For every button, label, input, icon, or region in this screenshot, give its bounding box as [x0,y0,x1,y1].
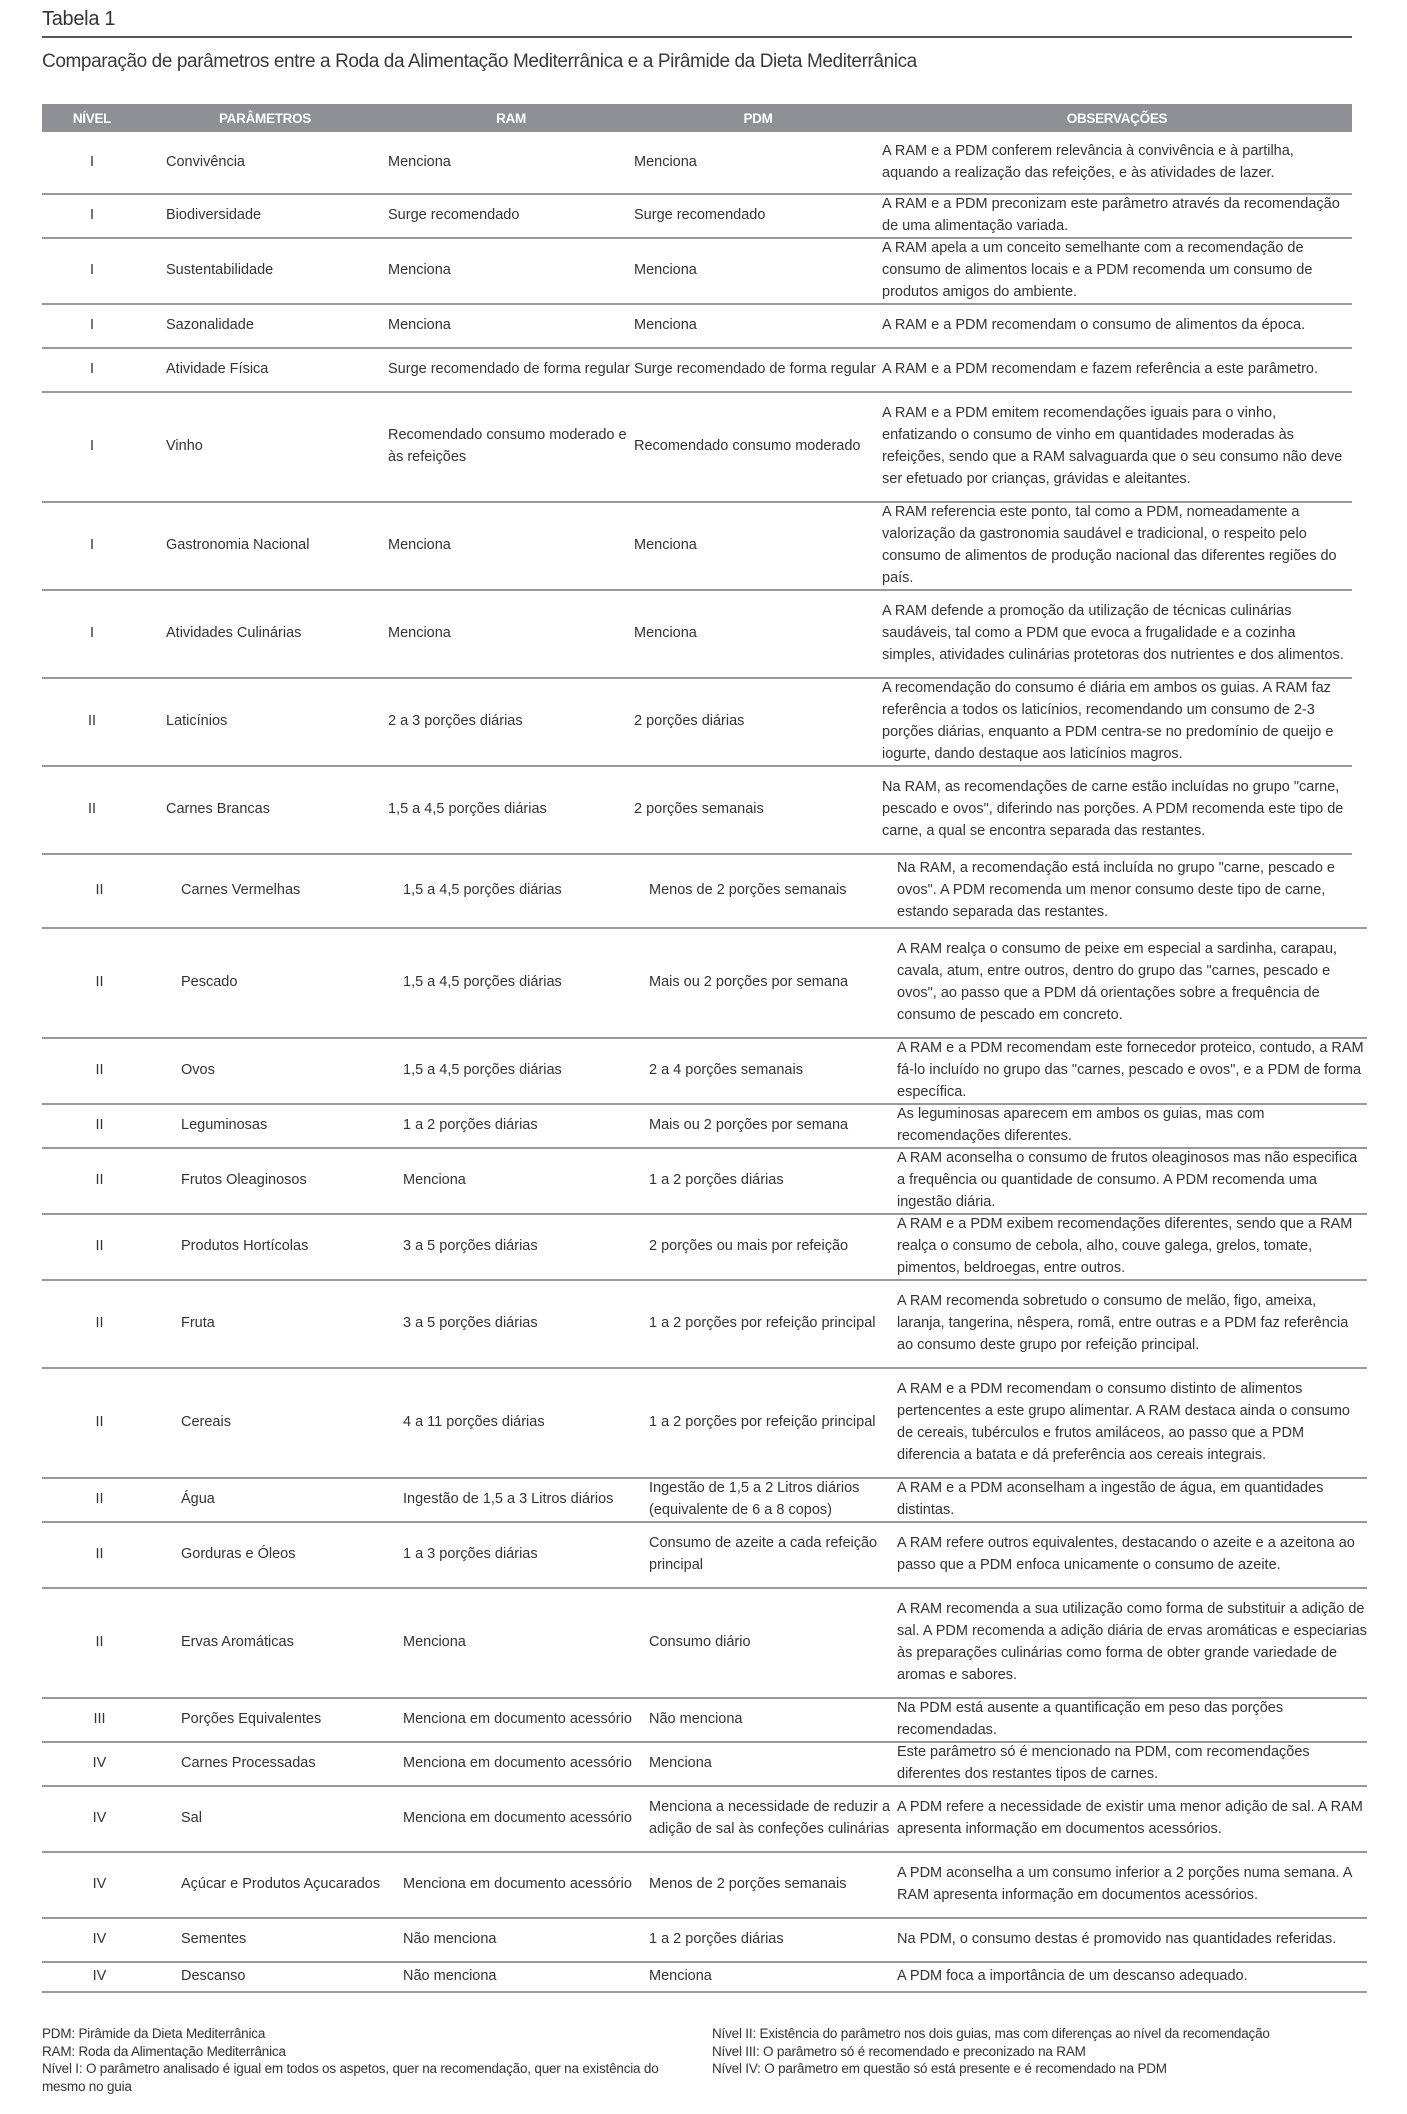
footnotes-right [712,2025,1352,2095]
cell-nivel: IV [92,1931,107,1948]
col-header-nivel: NÍVEL [72,110,112,126]
cell-parametro: Descanso [181,1968,246,1985]
cell-ram: Ingestão de 1,5 a 3 Litros diários [403,1491,614,1508]
cell-parametro: Frutos Oleaginosos [181,1172,307,1189]
cell-parametro: Atividade Física [166,361,269,378]
cell-observacoes: Na PDM, o consumo destas é promovido nas quantidades referidas. [897,1931,1337,1948]
cell-parametro: Vinho [166,438,203,455]
cell-ram: 1 a 2 porções diárias [403,1117,538,1134]
table-row [42,1149,1367,1215]
cell-ram: 3 a 5 porções diárias [403,1238,538,1255]
cell-ram: Menciona [388,317,451,334]
table-row [42,305,1352,349]
cell-pdm: Menciona [634,625,697,642]
cell-pdm: Menciona [634,317,697,334]
table-row [42,1963,1367,1993]
cell-ram: Surge recomendado de forma regular [388,361,630,378]
cell-observacoes: Na RAM, a recomendação está incluída no grupo "carne, pescado e ovos". A PDM recomenda um menor consumo deste tipo de carne, estando separada das restantes. [897,860,1335,920]
cell-nivel: II [87,713,97,730]
footnote-ram: RAM: Roda da Alimentação Mediterrânica [42,2043,286,2059]
cell-ram: Menciona [388,262,451,279]
cell-nivel: II [95,1117,104,1134]
cell-ram: 1,5 a 4,5 porções diárias [403,882,562,899]
cell-nivel: I [89,438,95,455]
cell-ram: 4 a 11 porções diárias [403,1414,545,1431]
cell-observacoes: A PDM refere a necessidade de existir uma menor adição de sal. A RAM apresenta informação em documentos acessórios. [897,1799,1363,1837]
cell-nivel: II [95,1491,104,1508]
cell-parametro: Carnes Brancas [166,801,270,818]
table-row [42,503,1352,591]
cell-observacoes: A RAM e a PDM exibem recomendações diferentes, sendo que a RAM realça o consumo de cebola, alho, couve galega, grelos, tomate, pimentos, beldroegas, entre outros. [897,1216,1353,1276]
table-row [42,1479,1367,1523]
col-header-parametros: PARÂMETROS [218,110,311,126]
cell-parametro: Laticínios [166,713,228,730]
cell-pdm: 2 porções semanais [634,801,764,818]
cell-nivel: I [89,537,95,554]
cell-parametro: Fruta [181,1315,215,1332]
cell-observacoes: A RAM refere outros equivalentes, destacando o azeite e a azeitona ao passo que a PDM enfoca unicamente o consumo de azeite. [897,1535,1355,1573]
cell-observacoes: A RAM e a PDM aconselham a ingestão de água, em quantidades distintas. [897,1480,1324,1518]
cell-parametro: Sustentabilidade [166,262,274,279]
cell-observacoes: A RAM e a PDM recomendam este fornecedor proteico, contudo, a RAM fá-lo incluído no grupo das "carnes, pescado e ovos", e a PDM de forma específica. [897,1040,1364,1100]
cell-ram: 3 a 5 porções diárias [403,1315,538,1332]
title-rule [42,36,1352,38]
cell-ram: Recomendado consumo moderado e às refeições [388,427,627,465]
comparison-table [42,104,1367,1993]
cell-nivel: II [95,974,104,991]
cell-pdm: Mais ou 2 porções por semana [649,1117,849,1134]
footnotes [42,2025,1352,2095]
cell-ram: Menciona em documento acessório [403,1810,632,1827]
cell-observacoes: As leguminosas aparecem em ambos os guias, mas com recomendações diferentes. [897,1106,1265,1144]
cell-observacoes: A RAM defende a promoção da utilização de técnicas culinárias saudáveis, tal como a PDM que evoca a frugalidade e a cozinha simples, atividades culinárias protetoras dos nutrientes e dos alimentos. [882,603,1344,663]
table-body [42,132,1367,1993]
cell-parametro: Açúcar e Produtos Açucarados [181,1876,381,1893]
cell-pdm: 1 a 2 porções diárias [649,1172,784,1189]
cell-observacoes: A RAM recomenda a sua utilização como forma de substituir a adição de sal. A PDM recomenda a adição diária de ervas aromáticas e especiarias às preparações culinárias como forma de obter grande variedade de aromas e sabores. [897,1601,1367,1683]
table-row [42,1523,1367,1589]
table-row [42,393,1352,503]
cell-parametro: Sementes [181,1931,247,1948]
cell-pdm: Recomendado consumo moderado [634,438,861,455]
cell-parametro: Pescado [181,974,238,991]
col-header-ram: RAM [496,110,526,126]
cell-observacoes: A recomendação do consumo é diária em ambos os guias. A RAM faz referência a todos os laticínios, recomendando um consumo de 2-3 porções diárias, enquanto a PDM centra-se no predomínio de queijo e iogurte, dando destaque aos laticínios magros. [882,680,1334,762]
cell-ram: 1,5 a 4,5 porções diárias [388,801,547,818]
cell-observacoes: Na PDM está ausente a quantificação em peso das porções recomendadas. [897,1700,1284,1738]
cell-pdm: Menos de 2 porções semanais [649,1876,847,1893]
cell-ram: Menciona [388,537,451,554]
cell-observacoes: A RAM e a PDM recomendam o consumo distinto de alimentos pertencentes a este grupo alimentar. A RAM destaca ainda o consumo de cereais, tubérculos e frutos amiláceos, ao passo que a PDM diferencia a batata e dá preferência aos cereais integrais. [897,1381,1350,1463]
cell-parametro: Carnes Processadas [181,1755,316,1772]
cell-observacoes: Na RAM, as recomendações de carne estão incluídas no grupo "carne, pescado e ovos", diferindo nas porções. A PDM recomenda este tipo de carne, a qual se encontra separada das restantes. [882,779,1344,839]
cell-pdm: Menciona [649,1755,712,1772]
cell-parametro: Ovos [181,1062,215,1079]
cell-nivel: IV [92,1810,107,1827]
cell-ram: Menciona [388,153,451,170]
cell-observacoes: A RAM e a PDM recomendam e fazem referência a este parâmetro. [882,361,1318,378]
cell-ram: 1,5 a 4,5 porções diárias [403,974,562,991]
footnotes-left [42,2025,712,2095]
cell-pdm: 2 porções ou mais por refeição [649,1238,849,1255]
footnote-nivel-2: Nível II: Existência do parâmetro nos dois guias, mas com diferenças ao nível da recomendação [712,2026,1270,2041]
cell-ram: Não menciona [403,1931,497,1948]
cell-nivel: III [93,1711,106,1728]
cell-observacoes: A RAM e a PDM preconizam este parâmetro através da recomendação de uma alimentação variada. [882,196,1340,234]
cell-nivel: II [95,1172,104,1189]
cell-pdm: Consumo de azeite a cada refeição principal [649,1535,878,1573]
cell-nivel: I [89,262,95,279]
table-row [42,195,1352,239]
cell-nivel: I [89,207,95,224]
cell-parametro: Carnes Vermelhas [181,882,301,899]
cell-parametro: Ervas Aromáticas [181,1634,294,1651]
table-row [42,1281,1367,1369]
cell-nivel: II [87,801,97,818]
cell-parametro: Gastronomia Nacional [166,537,310,554]
cell-parametro: Porções Equivalentes [181,1711,322,1728]
cell-pdm: Menciona [634,537,697,554]
cell-parametro: Convivência [166,153,245,170]
cell-nivel: II [95,882,104,899]
table-row [42,1039,1367,1105]
cell-observacoes: A RAM realça o consumo de peixe em especial a sardinha, carapau, cavala, atum, entre outros, dentro do grupo das "carnes, pescado e ovos", ao passo que a PDM dá orientações sobre a frequência de consumo de pescado em concreto. [897,941,1338,1023]
cell-parametro: Sal [181,1810,202,1827]
cell-ram: 1 a 3 porções diárias [403,1546,538,1563]
cell-pdm: Menciona [634,153,697,170]
cell-observacoes: A RAM referencia este ponto, tal como a PDM, nomeadamente a valorização da gastronomia saudável e tradicional, o respeito pelo consumo de alimentos de produção nacional das diferentes regiões do país. [882,504,1337,586]
cell-observacoes: A RAM e a PDM conferem relevância à convivência e à partilha, aquando a realização das refeições, e às atividades de lazer. [882,142,1294,181]
cell-pdm: Surge recomendado [634,207,766,224]
footnote-nivel-3: Nível III: O parâmetro só é recomendado e preconizado na RAM [712,2043,1086,2059]
table-row [42,349,1352,393]
footnote-pdm: PDM: Pirâmide da Dieta Mediterrânica [42,2026,266,2041]
table-row [42,1699,1367,1743]
cell-pdm: Menciona [634,262,697,279]
table-row [42,1853,1367,1919]
table-row [42,1369,1367,1479]
table-row [42,1589,1367,1699]
cell-parametro: Produtos Hortícolas [181,1238,309,1255]
table-row [42,929,1367,1039]
cell-pdm: Consumo diário [649,1634,751,1651]
cell-pdm: Mais ou 2 porções por semana [649,974,849,991]
cell-nivel: IV [92,1876,107,1893]
cell-ram: Surge recomendado [388,207,520,224]
footnote-nivel-4: Nível IV: O parâmetro em questão só está presente e é recomendado na PDM [712,2061,1167,2076]
cell-observacoes: A RAM e a PDM emitem recomendações iguais para o vinho, enfatizando o consumo de vinho em quantidades moderadas às refeições, sendo que a RAM salvaguarda que o seu consumo não deve ser efetuado por crianças, grávidas e aleitantes. [882,405,1343,487]
cell-nivel: I [89,361,95,378]
cell-nivel: I [89,153,95,170]
cell-pdm: 1 a 2 porções por refeição principal [649,1315,876,1332]
cell-ram: Não menciona [403,1968,497,1985]
cell-pdm: 2 a 4 porções semanais [649,1062,803,1079]
cell-parametro: Cereais [181,1414,231,1431]
cell-pdm: Menciona a necessidade de reduzir a adição de sal às confeções culinárias [649,1799,891,1837]
cell-pdm: Não menciona [649,1711,743,1728]
cell-ram: Menciona em documento acessório [403,1876,632,1893]
table-row [42,1105,1367,1149]
cell-nivel: IV [92,1755,107,1772]
cell-nivel: II [95,1062,104,1079]
cell-ram: 1,5 a 4,5 porções diárias [403,1062,562,1079]
cell-pdm: Surge recomendado de forma regular [634,361,876,378]
cell-nivel: II [95,1546,104,1563]
cell-ram: Menciona [388,625,451,642]
cell-ram: 2 a 3 porções diárias [388,713,523,730]
cell-observacoes: A RAM aconselha o consumo de frutos oleaginosos mas não especifica a frequência ou quantidade de consumo. A PDM recomenda uma ingestão diária. [897,1150,1358,1210]
cell-nivel: II [95,1315,104,1332]
cell-observacoes: A PDM aconselha a um consumo inferior a 2 porções numa semana. A RAM apresenta informação em documentos acessórios. [897,1865,1352,1903]
cell-pdm: 1 a 2 porções por refeição principal [649,1414,876,1431]
cell-pdm: Menciona [649,1968,712,1985]
cell-parametro: Água [181,1491,215,1508]
cell-pdm: Ingestão de 1,5 a 2 Litros diários (equivalente de 6 a 8 copos) [649,1480,860,1518]
table-row [42,1743,1367,1787]
cell-pdm: 2 porções diárias [634,713,745,730]
cell-nivel: II [95,1414,104,1431]
footnote-nivel-1: Nível I: O parâmetro analisado é igual em todos os aspetos, quer na recomendação, quer na existência do mesmo no guia [42,2061,659,2094]
table-row [42,591,1352,679]
cell-observacoes: A RAM apela a um conceito semelhante com a recomendação de consumo de alimentos locais e a PDM recomenda um consumo de produtos amigos do ambiente. [882,240,1313,300]
cell-observacoes: A PDM foca a importância de um descanso adequado. [897,1968,1248,1985]
cell-pdm: 1 a 2 porções diárias [649,1931,784,1948]
cell-nivel: II [95,1238,104,1255]
col-header-pdm: PDM [743,110,773,126]
cell-parametro: Biodiversidade [166,207,262,224]
cell-observacoes: A RAM recomenda sobretudo o consumo de melão, figo, ameixa, laranja, tangerina, nêspera, romã, entre outras e a PDM faz referência ao consumo deste grupo por refeição principal. [897,1293,1349,1353]
table-label: Tabela 1 [42,8,116,30]
table-row [42,132,1352,195]
cell-parametro: Leguminosas [181,1117,268,1134]
cell-parametro: Atividades Culinárias [166,625,302,642]
table-row [42,679,1352,767]
cell-ram: Menciona em documento acessório [403,1711,632,1728]
cell-ram: Menciona [403,1634,466,1651]
cell-ram: Menciona em documento acessório [403,1755,632,1772]
cell-nivel: IV [92,1968,107,1985]
cell-parametro: Sazonalidade [166,317,254,334]
cell-nivel: II [95,1634,104,1651]
cell-pdm: Menos de 2 porções semanais [649,882,847,899]
cell-observacoes: Este parâmetro só é mencionado na PDM, com recomendações diferentes dos restantes tipos de carnes. [897,1744,1310,1782]
table-row [42,239,1352,305]
cell-observacoes: A RAM e a PDM recomendam o consumo de alimentos da época. [882,317,1306,334]
col-header-observacoes: OBSERVAÇÕES [1066,110,1168,126]
table-row [42,1215,1367,1281]
table-row [42,1919,1367,1963]
cell-nivel: I [89,317,95,334]
cell-ram: Menciona [403,1172,466,1189]
table-row [42,767,1352,855]
table-row [42,855,1367,929]
cell-nivel: I [89,625,95,642]
cell-parametro: Gorduras e Óleos [181,1546,296,1563]
table-header-row [42,104,1352,132]
table-caption: Comparação de parâmetros entre a Roda da Alimentação Mediterrânica e a Pirâmide da Dieta Mediterrânica [42,51,917,72]
table-row [42,1787,1367,1853]
